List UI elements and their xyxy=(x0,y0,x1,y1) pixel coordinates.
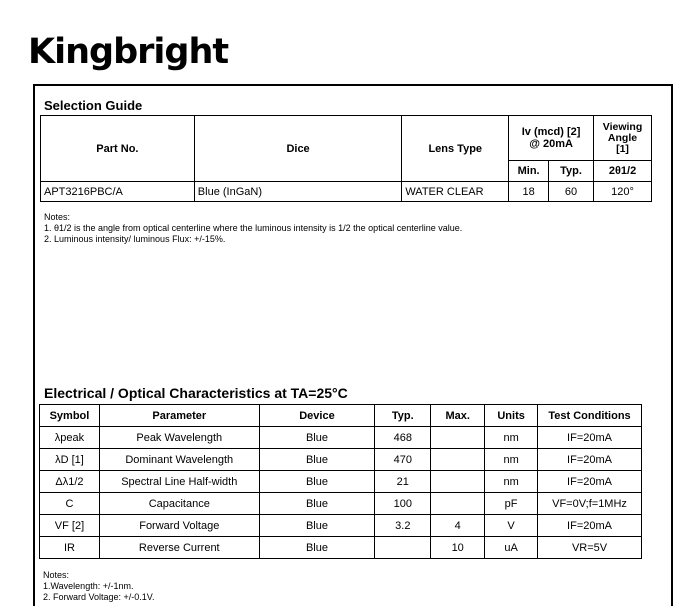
cell-units: pF xyxy=(485,493,538,515)
electrical-table xyxy=(39,404,642,559)
cell-parameter: Dominant Wavelength xyxy=(99,449,259,471)
header-units: Units xyxy=(485,405,538,427)
cell-parameter: Forward Voltage xyxy=(99,515,259,537)
cell-symbol: λD [1] xyxy=(40,449,100,471)
cell-device: Blue xyxy=(259,493,375,515)
electrical-notes xyxy=(43,570,155,602)
cell-typ: 21 xyxy=(375,471,431,493)
header-parameter: Parameter xyxy=(99,405,259,427)
header-part-no: Part No. xyxy=(41,116,195,182)
cell-typ: 470 xyxy=(375,449,431,471)
header-theta: 2θ1/2 xyxy=(594,161,652,182)
cell-units: uA xyxy=(485,537,538,559)
header-device: Device xyxy=(259,405,375,427)
table-row xyxy=(40,493,642,515)
header-iv: Iv (mcd) [2] @ 20mA xyxy=(509,116,594,161)
cell-conditions: IF=20mA xyxy=(538,515,642,537)
selection-guide-title: Selection Guide xyxy=(44,98,143,113)
cell-units: V xyxy=(485,515,538,537)
cell-parameter: Spectral Line Half-width xyxy=(99,471,259,493)
table-row xyxy=(40,537,642,559)
table-row xyxy=(40,515,642,537)
electrical-title: Electrical / Optical Characteristics at TA=25°C xyxy=(44,385,348,401)
header-viewing-angle: Viewing Angle [1] xyxy=(594,116,652,161)
cell-conditions: VR=5V xyxy=(538,537,642,559)
cell-device: Blue xyxy=(259,427,375,449)
header-typ: Typ. xyxy=(375,405,431,427)
cell-angle: 120° xyxy=(594,182,652,202)
note-line: 1. θ1/2 is the angle from optical centerline where the luminous intensity is 1/2 the optical centerline value. xyxy=(44,223,463,233)
cell-device: Blue xyxy=(259,471,375,493)
note-line: 1.Wavelength: +/-1nm. xyxy=(43,581,134,591)
cell-typ: 60 xyxy=(549,182,594,202)
cell-max: 4 xyxy=(431,515,485,537)
cell-typ: 468 xyxy=(375,427,431,449)
cell-typ xyxy=(375,537,431,559)
cell-dice: Blue (InGaN) xyxy=(194,182,402,202)
note-line: Notes: xyxy=(44,212,71,222)
cell-max xyxy=(431,427,485,449)
table-row xyxy=(40,427,642,449)
cell-parameter: Reverse Current xyxy=(99,537,259,559)
cell-parameter: Peak Wavelength xyxy=(99,427,259,449)
cell-conditions: IF=20mA xyxy=(538,427,642,449)
selection-notes xyxy=(44,212,462,245)
cell-units: nm xyxy=(485,449,538,471)
header-test-conditions: Test Conditions xyxy=(538,405,642,427)
cell-symbol: Δλ1/2 xyxy=(40,471,100,493)
note-line: Notes: xyxy=(43,570,70,580)
header-min: Min. xyxy=(509,161,549,182)
note-line: 2. Forward Voltage: +/-0.1V. xyxy=(43,592,155,602)
cell-max xyxy=(431,493,485,515)
header-max: Max. xyxy=(431,405,485,427)
kingbright-logo: Kingbright xyxy=(28,32,229,72)
cell-device: Blue xyxy=(259,449,375,471)
cell-max: 10 xyxy=(431,537,485,559)
cell-max xyxy=(431,449,485,471)
cell-conditions: VF=0V;f=1MHz xyxy=(538,493,642,515)
cell-min: 18 xyxy=(509,182,549,202)
cell-symbol: VF [2] xyxy=(40,515,100,537)
cell-symbol: C xyxy=(40,493,100,515)
cell-units: nm xyxy=(485,471,538,493)
note-line: 2. Luminous intensity/ luminous Flux: +/-15%. xyxy=(44,234,226,244)
header-lens-type: Lens Type xyxy=(402,116,509,182)
cell-lens: WATER CLEAR xyxy=(402,182,509,202)
cell-symbol: λpeak xyxy=(40,427,100,449)
cell-symbol: IR xyxy=(40,537,100,559)
table-row xyxy=(40,471,642,493)
header-symbol: Symbol xyxy=(40,405,100,427)
header-typ: Typ. xyxy=(549,161,594,182)
table-row xyxy=(40,449,642,471)
cell-typ: 100 xyxy=(375,493,431,515)
cell-units: nm xyxy=(485,427,538,449)
cell-max xyxy=(431,471,485,493)
cell-conditions: IF=20mA xyxy=(538,471,642,493)
selection-guide-table xyxy=(40,115,652,202)
cell-typ: 3.2 xyxy=(375,515,431,537)
header-dice: Dice xyxy=(194,116,402,182)
cell-part: APT3216PBC/A xyxy=(41,182,195,202)
cell-conditions: IF=20mA xyxy=(538,449,642,471)
cell-device: Blue xyxy=(259,515,375,537)
cell-device: Blue xyxy=(259,537,375,559)
cell-parameter: Capacitance xyxy=(99,493,259,515)
